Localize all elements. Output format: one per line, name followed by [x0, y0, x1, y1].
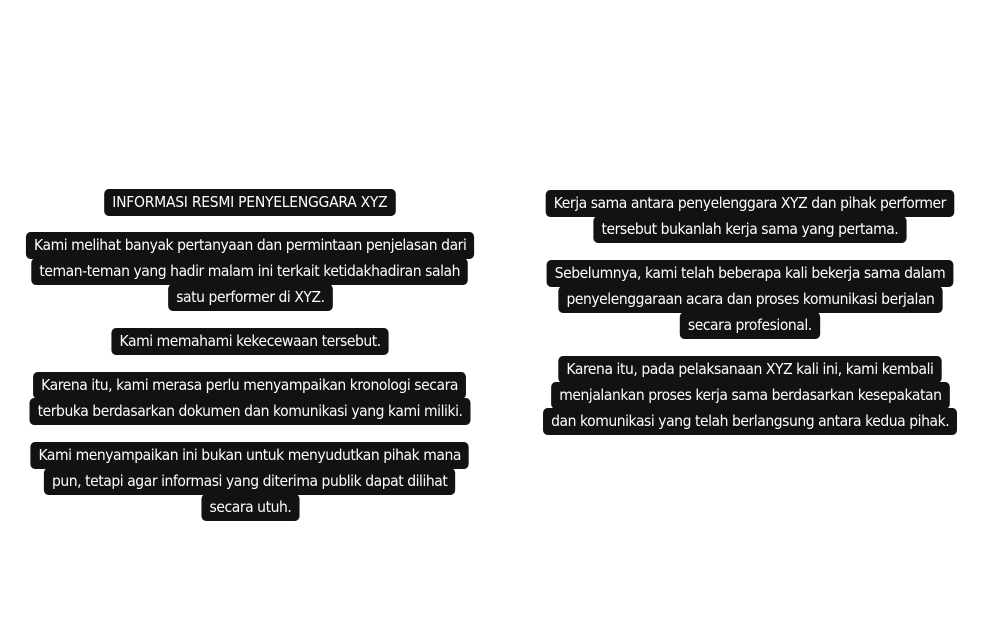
- left-paragraph-3: [5, 372, 495, 425]
- caption-line: Kerja sama antara penyelenggara XYZ dan pihak performer: [546, 190, 954, 217]
- right-column: [500, 190, 1000, 435]
- title-line: INFORMASI RESMI PENYELENGGARA XYZ: [104, 189, 395, 216]
- caption-line: penyelenggaraan acara dan proses komunikasi berjalan: [558, 286, 942, 313]
- caption-line: tersebut bukanlah kerja sama yang pertama.: [593, 216, 906, 243]
- caption-line: Kami menyampaikan ini bukan untuk menyudutkan pihak mana: [31, 442, 470, 469]
- caption-line: menjalankan proses kerja sama berdasarkan kesepakatan: [551, 382, 949, 409]
- caption-line: satu performer di XYZ.: [168, 284, 333, 311]
- caption-line: Sebelumnya, kami telah beberapa kali bekerja sama dalam: [547, 260, 954, 287]
- left-paragraph-4: [6, 442, 493, 521]
- caption-line: teman-teman yang hadir malam ini terkait ketidakhadiran salah: [32, 258, 469, 285]
- right-paragraph-1: [523, 190, 977, 243]
- announcement-title: [88, 189, 412, 216]
- caption-line: secara utuh.: [201, 494, 299, 521]
- right-paragraph-2: [524, 260, 976, 339]
- caption-line: pun, tetapi agar informasi yang diterima publik dapat dilihat: [44, 468, 456, 495]
- left-paragraph-2: [96, 328, 404, 355]
- caption-line: dan komunikasi yang telah berlangsung antara kedua pihak.: [543, 408, 957, 435]
- caption-line: Karena itu, kami merasa perlu menyampaikan kronologi secara: [33, 372, 466, 399]
- caption-line: terbuka berdasarkan dokumen dan komunikasi yang kami miliki.: [29, 398, 470, 425]
- left-paragraph-1: [1, 232, 499, 311]
- caption-line: Karena itu, pada pelaksanaan XYZ kali ini, kami kembali: [558, 356, 941, 383]
- caption-line: Kami memahami kekecewaan tersebut.: [111, 328, 388, 355]
- caption-line: Kami melihat banyak pertanyaan dan permintaan penjelasan dari: [26, 232, 475, 259]
- left-column: [0, 189, 500, 521]
- caption-line: secara profesional.: [680, 312, 820, 339]
- right-paragraph-3: [520, 356, 980, 435]
